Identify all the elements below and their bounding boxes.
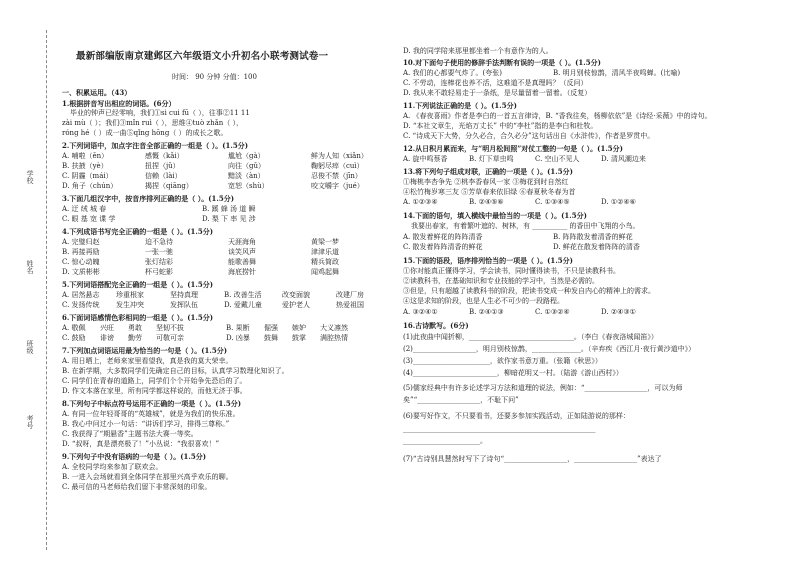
option-row	[62, 248, 394, 257]
question-15-line: ④这是求知的阶段，也是人生必不可少的一段路程。	[403, 297, 564, 305]
option: C. ①③②④	[535, 308, 570, 316]
question-9: 9.下列句子中没有语病的一句是（ ）。(1.5分)	[62, 452, 207, 461]
option: D. 我的同学陪来那里都坐着一个有意作为的人。	[403, 47, 553, 55]
option: D. 角子（chún）	[62, 182, 118, 190]
option: 黄梁一梦	[311, 238, 339, 246]
option-row	[62, 215, 256, 224]
poem-line: (1)此夜曲中闻折柳，______________________________。（李白《春夜洛城闻笛》）	[403, 333, 658, 341]
question-12: 12.从日积月累而来，与“明月松间照”对仗工整的一句是（ ）。(1.5分)	[403, 144, 623, 153]
option: 能歌善舞	[228, 258, 256, 266]
exam-meta: 时间： 90 分钟 分值：100	[172, 73, 257, 81]
option: 诽谤	[100, 334, 114, 342]
option: B. 果断	[226, 324, 250, 332]
option: C. 惊心动魄	[62, 258, 100, 266]
margin-label-school: 学校	[26, 170, 34, 184]
option: D. 鲜花在散发着阵阵的清香	[553, 243, 640, 251]
option: D. “叔呀，真是漂亮极了！”小丛说：“我很喜欢！”	[62, 440, 220, 448]
option: 鼓掌	[292, 334, 306, 342]
option-row	[403, 198, 636, 207]
option: 海底捞针	[228, 268, 256, 276]
option: 闻鸡起舞	[311, 268, 339, 276]
option: 坚持真理	[170, 291, 198, 299]
option: 鞠躬尽瘁（cuì）	[311, 162, 364, 170]
option-row	[403, 233, 633, 242]
option: D. “本社文章生，光焰万丈长” 中的“李杜”指的是李白和杜牧。	[403, 122, 598, 130]
option-row	[62, 172, 394, 181]
option: C. 最可信的马老师给我们留下非常深刻的印象。	[62, 483, 212, 491]
option-row	[403, 243, 640, 252]
option: C. 同学们在青春的道路上，同学们个个开始争先恐后的了。	[62, 377, 247, 385]
option: D. 爱戴儿童	[224, 301, 262, 309]
poem-line: (3)______________________，欲作家书意万重。（张籍《秋思》）	[403, 357, 602, 365]
option: 发挥队伍	[170, 301, 198, 309]
margin-label-exam-number: 考号	[26, 415, 34, 429]
option: 爱护老人	[282, 301, 310, 309]
option: 黯淡（àn）	[228, 172, 265, 180]
option: D. ②④③①	[601, 308, 636, 316]
option-row	[62, 205, 256, 214]
option: 发生冲突	[116, 301, 144, 309]
option: A. ①②③④	[403, 198, 438, 206]
option: B. 一进入会场就看到全体同学在那里兴高乎欢乐的聊。	[62, 473, 233, 481]
option: 忍俊不禁（jīn）	[311, 172, 362, 180]
option: D. 我从来不敢轻易走于一条纸，是尽量留着一留着。（反复）	[403, 89, 592, 97]
option: B. 阵阵散发着清香的鲜花	[553, 233, 633, 241]
option: D. 文质彬彬	[62, 268, 100, 276]
question-4: 4.下列成语书写完全正确的一组是（ ）。(1.5分)	[62, 227, 214, 236]
question-1-line: 毕业的钟声已经零响，我们①si cui fū（ ），往事②11 11	[70, 109, 250, 117]
option: B. 明月别枝惊鹊，清风半夜鸣蝉。(比喻)	[553, 69, 681, 77]
option-row	[403, 69, 680, 78]
question-13-line: ①梅桃李杏争先 ②桃李香春风一家 ③梅花到时自然红	[403, 178, 569, 186]
option-row	[62, 291, 364, 300]
question-13-line: ④松竹梅岁寒三友 ⑤芳草春来依旧绿 ⑥春夏秋冬春为首	[403, 188, 576, 196]
option: 咬文嚼字（jué）	[311, 182, 364, 190]
option: A. 用日晒上，老师来家里看望我，真是我的莫大荣幸。	[62, 357, 233, 365]
option-row	[62, 162, 394, 171]
option: B. 扶掖（yè）	[62, 162, 108, 170]
option: C. 鼓励	[62, 334, 86, 342]
option: D. 凶暴	[226, 334, 250, 342]
option: C. “诗成天下大势，分久必合，合久必分”这句话出自《水浒传》，作者是罗贯中。	[403, 132, 655, 140]
option: A. ③②④①	[403, 308, 438, 316]
option: A. 居然悬志	[62, 291, 100, 299]
option: B. 再接再励	[62, 248, 100, 256]
option: 满腔热情	[320, 334, 348, 342]
option: 可敬可亲	[156, 334, 184, 342]
margin-label-class: 班级	[26, 340, 34, 354]
option: 倔强	[264, 324, 278, 332]
option: 谈笑风声	[228, 248, 256, 256]
option: D. ①②④⑥	[601, 198, 636, 206]
option-row	[403, 308, 636, 317]
option: 迫不急待	[145, 238, 173, 246]
question-1-line: zài mù（ ）；我们③mǐn ruì（ ），思维④tuò zhǎn（ ），	[62, 119, 243, 127]
option-row	[62, 182, 394, 191]
option: 勤劳	[128, 334, 142, 342]
question-13: 13.将下列句子组成对联，正确的一项是（ ）。(1.5分)	[403, 167, 573, 176]
option: C. 散发着阵阵清香的鲜花	[403, 243, 483, 251]
option: 改建厂房	[336, 291, 364, 299]
question-15-line: ③但是，只有超越了读教科书的阶段，把读书变成一种发自内心的精神上的需求。	[403, 287, 655, 295]
option-row	[62, 301, 364, 310]
poem-line: 矣”“__________________，不耻下问”	[403, 396, 519, 404]
question-8: 8.下列句子中标点符号运用不正确的一项是（ ）。(1.5分)	[62, 399, 242, 408]
poem-line: ______________________。	[403, 437, 487, 445]
question-6: 6.下面词语感情色彩相同的一组是（ ）。(1.5分)	[62, 313, 214, 322]
option: 揭捏（qiāng）	[145, 182, 193, 190]
question-16: 16.古诗默写。(6分)	[403, 321, 469, 330]
question-1-line: róng hé（ ）成一曲⑤qǐng hōng（ ）的成长之歌。	[62, 129, 228, 137]
poem-line: _______________________________________________________	[403, 425, 596, 433]
option: 坚韧不拔	[156, 324, 184, 332]
option: A. 有同一位年轻哥哥的“英雄城”，就是为我们的快乐准。	[62, 410, 240, 418]
option: B. 蹊 蜂 汤 道 瞬	[202, 205, 256, 213]
option: C. 不劳动，连棒花也养不活，这难道不是真理吗？（反问）	[403, 79, 588, 87]
option: 勇敢	[128, 324, 142, 332]
option: B. ②④①③	[469, 308, 504, 316]
option: B. 在新学期，大多数同学们先确定自己的目标，认真学习数理化知识了。	[62, 367, 289, 375]
option-row	[62, 238, 394, 247]
question-2: 2.下列词语中，加点字注音全部正确的一组是（ ）。(1.5分)	[62, 141, 249, 150]
option: D. 梨 下 率 见 涉	[202, 215, 256, 223]
option: 信赖（lài）	[145, 172, 182, 180]
option: C. 阴霾（mái）	[62, 172, 113, 180]
question-3: 3.下面几组汉字中，按音序排列正确的是（ ）。(1.5分)	[62, 194, 235, 203]
question-5: 5.下列词语搭配完全正确的一组是（ ）。(1.5分)	[62, 280, 214, 289]
option: D. 作文本落在家里，所有同学都这样说的，而他无济于事。	[62, 387, 247, 395]
question-15-line: ②读教科书，在基础知识和专业技能的学习中，当然是必需的。	[403, 277, 599, 285]
poem-line: (6)要写好作文，不只要看书，还要多参加实践活动，正如陆游说的那样：	[403, 412, 630, 420]
option: 改变面貌	[282, 291, 310, 299]
question-7: 7.下列加点词语运用最为恰当的一句是（ ）。(1.5分)	[62, 346, 228, 355]
option-row	[62, 258, 394, 267]
option: B. 改善生活	[224, 291, 262, 299]
option: C. 我获得了“期悬香”主题书法大赛一等奖。	[62, 430, 198, 438]
question-15-line: ①你对能真正懂得学习，学会读书，同时懂得读书，不只是读教科书。	[403, 267, 620, 275]
option: C. 发扬传统	[62, 301, 100, 309]
option-row	[62, 334, 348, 343]
option: 一张一驰	[145, 248, 173, 256]
option-row	[403, 155, 646, 164]
option: A. 我们的心都要气炸了。(夸张)	[403, 69, 502, 77]
option: A. 旋中鸣蔡香	[403, 155, 448, 163]
poem-line: (5)儒家经典中有许多论述学习方法和道理的说法，例如：“__________________，可以为师	[403, 384, 683, 392]
option: 感慨（kǎi）	[145, 152, 184, 160]
margin-label-name: 姓名	[26, 260, 34, 274]
option: 杯弓蛇影	[145, 268, 173, 276]
option: A. 完璧归赵	[62, 238, 100, 246]
binding-margin	[8, 30, 58, 550]
option: 珍重根家	[116, 291, 144, 299]
option: 张灯结彩	[145, 258, 173, 266]
option: A. 散发着鲜花的阵阵清香	[403, 233, 483, 241]
option: A. 迂 绒 城 春	[62, 205, 107, 213]
option: 天涯海角	[228, 238, 256, 246]
option: A. 全校同学均来参加了联欢会。	[62, 463, 163, 471]
question-14-sentence: 我要出春家，有着繁叶遮的、树林，有 __________ 的香田中飞翔的小鸟。	[411, 222, 640, 230]
option-row	[62, 152, 394, 161]
poem-line: (4)________________________，柳暗花明又一村。（陆游《游山西村》）	[403, 369, 623, 377]
option: 鲜为人知（xiǎn）	[311, 152, 368, 160]
option: 兴旺	[100, 324, 114, 332]
poem-line: (2)__________________，明月别枝惊鹊，______________。（辛弃疾《西江月·夜行黄沙道中》）	[403, 345, 696, 353]
option: 向往（gǔ）	[228, 162, 265, 170]
question-1: 1.根据拼音写出相应的词语。(6分）	[62, 99, 176, 108]
option: B. ②④⑤⑥	[469, 198, 504, 206]
option: 嫉妒	[292, 324, 306, 332]
poem-line: (7)“古诗别具慧然时写下了诗句“__________________，__________________”表达了	[403, 455, 662, 463]
binding-dashed-line	[46, 30, 47, 550]
option: 津津乐道	[311, 248, 339, 256]
option-row	[62, 324, 348, 333]
option: 大义凛然	[320, 324, 348, 332]
option: B. 灯下草虫鸣	[469, 155, 514, 163]
option: 鼓舞	[264, 334, 278, 342]
option: 热爱祖国	[336, 301, 364, 309]
page-title: 最新部编版南京建邺区六年级语文小升初名小联考测试卷一	[76, 51, 329, 62]
question-10: 10.对下面句子使用的修辞手法判断有误的一项是（ ）。(1.5分)	[403, 58, 601, 67]
question-14: 14.下面的语句，填入横线中最恰当的一项是（ ）。(1.5分)	[403, 211, 587, 220]
option: C. 眼 基 宽 谍 学	[62, 215, 116, 223]
question-11: 11.下列说法正确的是（ ）。(1.5分)	[403, 101, 517, 110]
option: 扭捏（jǔ）	[145, 162, 180, 170]
option: A. 敬佩	[62, 324, 86, 332]
option: D. 清风潮边来	[601, 155, 646, 163]
option: B. 我心中问过小一句话：“讲诉们学习，排得三尊称。”	[62, 420, 230, 428]
section-heading: 一、积累运用。（43）	[62, 88, 132, 97]
question-15: 15.下面的语段，语序排列恰当的一项是（ ）。(1.5分)	[403, 256, 573, 265]
option: 尴尬（gà）	[228, 152, 265, 160]
option: C. ①③④⑤	[535, 198, 570, 206]
option: A. 《春夜喜雨》作者是李白的一首五言律诗，B. “香我往矣，杨柳依依”是《诗经·采薇》中的诗句。	[403, 112, 712, 120]
option: A. 哺啦（ěn）	[62, 152, 109, 160]
option-row	[62, 268, 394, 277]
option: 宽恕（shù）	[228, 182, 269, 190]
option: C. 空山不见人	[535, 155, 580, 163]
option: 精兵简政	[311, 258, 339, 266]
